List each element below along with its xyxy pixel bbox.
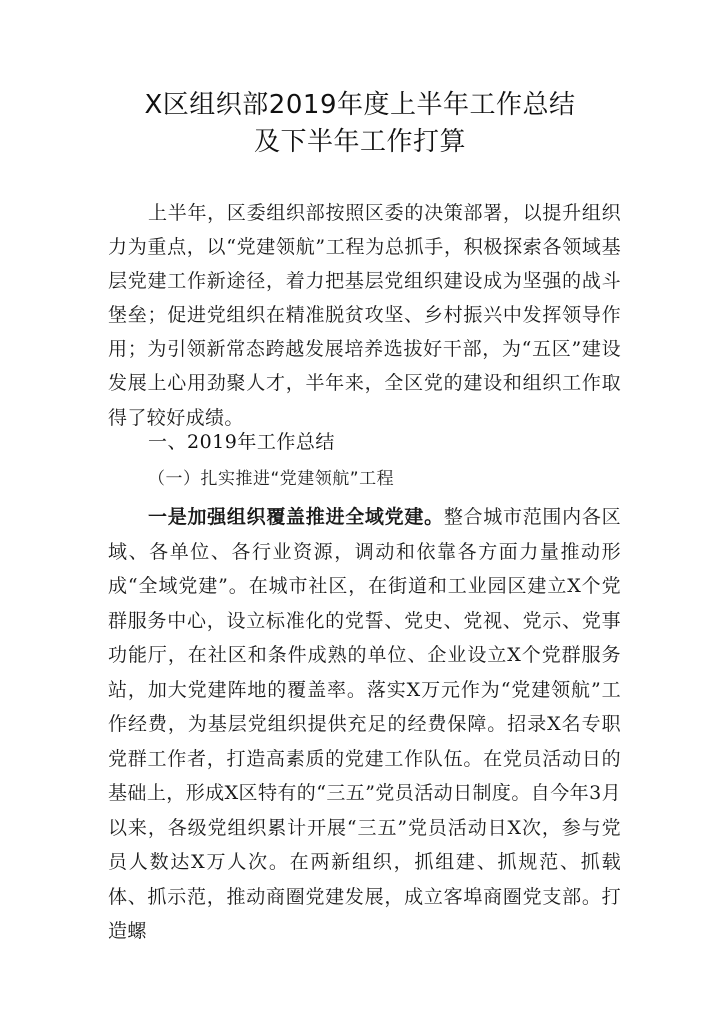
subsection-heading: （一）扎实推进“党建领航”工程 — [148, 469, 395, 489]
document-title-line-1: X区组织部2019年度上半年工作总结 — [144, 90, 576, 120]
paragraph-lead-sentence: 一是加强组织覆盖推进全域党建。 — [148, 506, 444, 528]
body-paragraph — [108, 500, 621, 949]
document-title-line-2: 及下半年工作打算 — [253, 127, 466, 157]
intro-paragraph: 上半年，区委组织部按照区委的决策部署，以提升组织力为重点，以“党建领航”工程为总抓手，积极探索各领域基层党建工作新途径，着力把基层党组织建设成为坚强的战斗堡垒；促进党组织在精准脱贫攻坚、乡村振兴中发挥领导作用；为引领新常态跨越发展培养选拔好干部，为“五区”建设发展上心用劲聚人才，半年来，全区党的建设和组织工作取得了较好成绩。 — [108, 202, 621, 429]
paragraph-body-text: 整合城市范围内各区域、各单位、各行业资源，调动和依靠各方面力量推动形成“全域党建”。在城市社区，在街道和工业园区建立X个党群服务中心，设立标准化的党誓、党史、党视、党示、党事功能厅，在社区和条件成熟的单位、企业设立X个党群服务站，加大党建阵地的覆盖率。落实X万元作为“党建领航”工作经费，为基层党组织提供充足的经费保障。招录X名专职党群工作者，打造高素质的党建工作队伍。在党员活动日的基础上，形成X区特有的“三五”党员活动日制度。自今年3月以来，各级党组织累计开展“三五”党员活动日X次，参与党员人数达X万人次。在两新组织，抓组建、抓规范、抓载体、抓示范，推动商圈党建发展，成立客埠商圈党支部。打造螺 — [108, 506, 621, 942]
section-heading: 一、2019年工作总结 — [148, 431, 335, 453]
